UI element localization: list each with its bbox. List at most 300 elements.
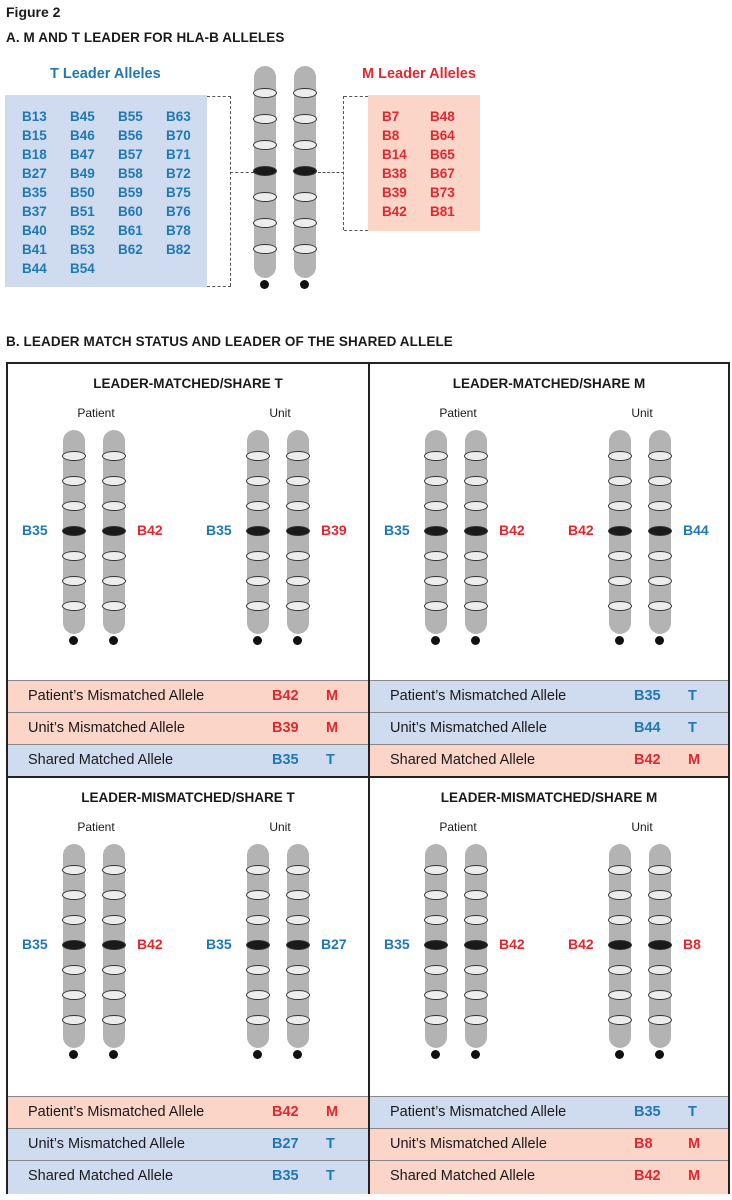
chromosome-band [102, 990, 126, 1000]
unit-label: Unit [631, 820, 653, 834]
centromere [293, 166, 317, 176]
chromosome-band [286, 865, 310, 875]
m-leader-column [430, 107, 455, 221]
chromosome-band [608, 551, 632, 561]
chromosome-band [464, 990, 488, 1000]
chromosome-band [253, 114, 277, 124]
chromosome-band [286, 476, 310, 486]
row-allele: B35 [272, 752, 299, 768]
m-leader-allele: B67 [430, 166, 455, 181]
chromosome-band [293, 192, 317, 202]
chromosome-band [286, 451, 310, 461]
allele-row [8, 712, 368, 744]
row-label: Patient’s Mismatched Allele [28, 688, 205, 704]
row-allele: B27 [272, 1136, 299, 1152]
t-bracket-vertical [230, 96, 231, 286]
t-leader-allele: B70 [166, 128, 191, 143]
unit-left-allele: B35 [206, 522, 232, 538]
section-a-title: A. M AND T LEADER FOR HLA-B ALLELES [6, 30, 285, 45]
chromosome-band [293, 114, 317, 124]
chromosome-band [648, 1015, 672, 1025]
chromosome-band [102, 551, 126, 561]
allele-row [8, 1096, 368, 1128]
row-label: Shared Matched Allele [390, 1168, 536, 1184]
unit-chromosome-right [649, 430, 671, 634]
chromosome-band [608, 451, 632, 461]
chromosome-end-dot [655, 636, 664, 645]
chromosome-a-left [254, 66, 276, 278]
patient-left-allele: B35 [384, 936, 410, 952]
chromosome-band [246, 1015, 270, 1025]
t-bracket-bottom [207, 286, 231, 287]
t-leader-allele: B35 [22, 185, 47, 200]
t-leader-allele: B56 [118, 128, 143, 143]
chromosome-band [464, 1015, 488, 1025]
chromosome-end-dot [471, 1050, 480, 1059]
patient-label: Patient [77, 820, 115, 834]
chromosome-band [648, 865, 672, 875]
t-leader-allele: B13 [22, 109, 47, 124]
chromosome-band [246, 865, 270, 875]
row-allele: B35 [634, 688, 661, 704]
row-label: Patient’s Mismatched Allele [390, 688, 567, 704]
chromosome-band [648, 965, 672, 975]
unit-chromosome-right [287, 430, 309, 634]
unit-label: Unit [269, 820, 291, 834]
chromosome-band [62, 476, 86, 486]
chromosome-end-dot [615, 636, 624, 645]
t-leader-allele: B49 [70, 166, 95, 181]
chromosome-band [62, 865, 86, 875]
centromere [286, 940, 310, 950]
chromosome-end-dot [109, 1050, 118, 1059]
m-leader-allele: B42 [382, 204, 407, 219]
chromosome-end-dot [253, 1050, 262, 1059]
chromosome-end-dot [655, 1050, 664, 1059]
chromosome-band [102, 451, 126, 461]
patient-left-allele: B35 [22, 936, 48, 952]
chromosome-band [424, 601, 448, 611]
t-leader-allele: B78 [166, 223, 191, 238]
patient-chromosome-right [103, 430, 125, 634]
row-allele: B39 [272, 720, 299, 736]
chromosome-band [608, 865, 632, 875]
row-label: Unit’s Mismatched Allele [390, 720, 547, 736]
chromosome-band [102, 1015, 126, 1025]
chromosome-a-right [294, 66, 316, 278]
centromere [62, 940, 86, 950]
chromosome-band [293, 88, 317, 98]
centromere [608, 940, 632, 950]
panel-title: LEADER-MISMATCHED/SHARE T [81, 790, 295, 805]
t-leader-allele: B46 [70, 128, 95, 143]
chromosome-band [102, 576, 126, 586]
chromosome-band [648, 476, 672, 486]
m-leader-allele: B64 [430, 128, 455, 143]
row-label: Patient’s Mismatched Allele [28, 1104, 205, 1120]
chromosome-end-dot [615, 1050, 624, 1059]
t-leader-allele: B37 [22, 204, 47, 219]
chromosome-band [62, 501, 86, 511]
centromere [648, 526, 672, 536]
chromosome-band [648, 601, 672, 611]
row-leader: M [688, 1168, 701, 1184]
t-leader-allele: B54 [70, 261, 95, 276]
m-leader-allele: B73 [430, 185, 455, 200]
chromosome-band [464, 476, 488, 486]
chromosome-band [608, 1015, 632, 1025]
row-label: Shared Matched Allele [28, 1168, 174, 1184]
chromosome-band [102, 965, 126, 975]
chromosome-band [293, 218, 317, 228]
chromosome-band [608, 915, 632, 925]
chromosome-band [464, 451, 488, 461]
allele-row [370, 744, 728, 778]
chromosome-band [62, 890, 86, 900]
allele-row [370, 1160, 728, 1194]
chromosome-band [608, 890, 632, 900]
t-leader-allele: B45 [70, 109, 95, 124]
m-leader-allele: B39 [382, 185, 407, 200]
row-allele: B44 [634, 720, 661, 736]
t-leader-allele: B59 [118, 185, 143, 200]
centromere [608, 526, 632, 536]
chromosome-band [102, 501, 126, 511]
m-leader-allele: B14 [382, 147, 407, 162]
chromosome-band [253, 140, 277, 150]
figure-title: Figure 2 [6, 4, 61, 20]
t-leader-allele: B53 [70, 242, 95, 257]
row-label: Patient’s Mismatched Allele [390, 1104, 567, 1120]
row-leader: T [326, 752, 335, 768]
leader-panel [368, 776, 730, 1194]
centromere [424, 940, 448, 950]
chromosome-band [608, 501, 632, 511]
panel-title: LEADER-MISMATCHED/SHARE M [440, 790, 658, 805]
t-bracket-connector [230, 172, 254, 173]
chromosome-band [286, 576, 310, 586]
chromosome-end-dot [253, 636, 262, 645]
t-leader-allele: B63 [166, 109, 191, 124]
t-leader-allele: B15 [22, 128, 47, 143]
patient-chromosome-left [425, 430, 447, 634]
chromosome-band [246, 451, 270, 461]
allele-row [370, 680, 728, 712]
row-label: Unit’s Mismatched Allele [390, 1136, 547, 1152]
m-leader-allele: B65 [430, 147, 455, 162]
chromosome-band [62, 601, 86, 611]
chromosome-band [286, 990, 310, 1000]
patient-chromosome-left [63, 844, 85, 1048]
chromosome-band [62, 990, 86, 1000]
row-allele: B42 [634, 1168, 661, 1184]
chromosome-end-dot [293, 1050, 302, 1059]
row-allele: B42 [272, 688, 299, 704]
chromosome-band [253, 192, 277, 202]
patient-left-allele: B35 [22, 522, 48, 538]
chromosome-band [464, 576, 488, 586]
chromosome-band [286, 915, 310, 925]
unit-label: Unit [631, 406, 653, 420]
chromosome-end-dot [293, 636, 302, 645]
unit-right-allele: B8 [683, 936, 701, 952]
chromosome-band [464, 501, 488, 511]
chromosome-band [286, 501, 310, 511]
t-leader-allele: B52 [70, 223, 95, 238]
chromosome-band [293, 140, 317, 150]
allele-row [8, 1128, 368, 1160]
unit-chromosome-left [247, 430, 269, 634]
centromere [246, 940, 270, 950]
leader-panel [368, 362, 730, 778]
allele-row [370, 1096, 728, 1128]
row-leader: T [326, 1168, 335, 1184]
chromosome-end-dot [69, 1050, 78, 1059]
centromere [253, 166, 277, 176]
chromosome-end-dot [109, 636, 118, 645]
m-bracket-bottom [344, 230, 368, 231]
row-leader: T [326, 1136, 335, 1152]
patient-label: Patient [439, 406, 477, 420]
row-label: Shared Matched Allele [28, 752, 174, 768]
chromosome-band [286, 1015, 310, 1025]
chromosome-band [62, 1015, 86, 1025]
patient-label: Patient [439, 820, 477, 834]
patient-right-allele: B42 [137, 936, 163, 952]
chromosome-band [464, 965, 488, 975]
m-leader-allele: B7 [382, 109, 400, 124]
chromosome-band [293, 244, 317, 254]
chromosome-band [608, 965, 632, 975]
unit-right-allele: B39 [321, 522, 347, 538]
chromosome-band [62, 915, 86, 925]
t-leader-title: T Leader Alleles [50, 66, 161, 82]
chromosome-band [608, 476, 632, 486]
centromere [464, 940, 488, 950]
m-bracket-connector [318, 172, 344, 173]
m-leader-title: M Leader Alleles [362, 66, 476, 82]
row-allele: B42 [634, 752, 661, 768]
t-leader-allele: B75 [166, 185, 191, 200]
row-label: Unit’s Mismatched Allele [28, 720, 185, 736]
t-leader-allele: B50 [70, 185, 95, 200]
chromosome-band [62, 965, 86, 975]
chromosome-band [648, 551, 672, 561]
chromosome-band [464, 915, 488, 925]
t-leader-allele: B82 [166, 242, 191, 257]
row-allele: B35 [272, 1168, 299, 1184]
t-leader-allele: B61 [118, 223, 143, 238]
m-leader-allele: B38 [382, 166, 407, 181]
unit-chromosome-left [609, 844, 631, 1048]
t-leader-allele: B27 [22, 166, 47, 181]
unit-chromosome-right [649, 844, 671, 1048]
chromosome-band [102, 476, 126, 486]
patient-chromosome-left [425, 844, 447, 1048]
chromosome-band [253, 218, 277, 228]
row-leader: M [688, 1136, 701, 1152]
row-allele: B42 [272, 1104, 299, 1120]
chromosome-end-dot [431, 1050, 440, 1059]
panel-title: LEADER-MATCHED/SHARE T [93, 376, 283, 391]
m-leader-column [382, 107, 407, 221]
unit-right-allele: B27 [321, 936, 347, 952]
row-leader: M [326, 720, 339, 736]
chromosome-band [102, 601, 126, 611]
patient-chromosome-right [465, 430, 487, 634]
chromosome-band [286, 890, 310, 900]
panel-title: LEADER-MATCHED/SHARE M [452, 376, 646, 391]
chromosome-band [246, 990, 270, 1000]
chromosome-end-dot [471, 636, 480, 645]
row-leader: T [688, 688, 697, 704]
chromosome-band [608, 601, 632, 611]
t-leader-column [22, 107, 47, 278]
chromosome-band [62, 576, 86, 586]
m-leader-allele: B48 [430, 109, 455, 124]
unit-chromosome-right [287, 844, 309, 1048]
chromosome-band [648, 990, 672, 1000]
chromosome-band [102, 865, 126, 875]
chromosome-band [102, 915, 126, 925]
patient-label: Patient [77, 406, 115, 420]
patient-chromosome-right [465, 844, 487, 1048]
row-allele: B35 [634, 1104, 661, 1120]
chromosome-band [464, 890, 488, 900]
chromosome-end-dot [69, 636, 78, 645]
chromosome-band [246, 915, 270, 925]
centromere [102, 940, 126, 950]
patient-chromosome-right [103, 844, 125, 1048]
t-leader-column [70, 107, 95, 278]
centromere [424, 526, 448, 536]
chromosome-band [62, 551, 86, 561]
chromosome-band [424, 451, 448, 461]
t-bracket-top [207, 96, 231, 97]
chromosome-band [62, 451, 86, 461]
chromosome-band [286, 601, 310, 611]
chromosome-band [648, 501, 672, 511]
patient-left-allele: B35 [384, 522, 410, 538]
m-bracket-vertical [343, 96, 344, 230]
t-leader-allele: B58 [118, 166, 143, 181]
row-leader: M [688, 752, 701, 768]
chromosome-band [424, 576, 448, 586]
m-bracket-top [344, 96, 368, 97]
chromosome-band [246, 576, 270, 586]
chromosome-band [253, 244, 277, 254]
m-leader-allele: B81 [430, 204, 455, 219]
chromosome-band [648, 576, 672, 586]
chromosome-band [424, 915, 448, 925]
row-label: Shared Matched Allele [390, 752, 536, 768]
chromosome-end-dot [260, 280, 269, 289]
t-leader-allele: B55 [118, 109, 143, 124]
t-leader-allele: B18 [22, 147, 47, 162]
centromere [246, 526, 270, 536]
leader-panel [6, 776, 370, 1194]
t-leader-allele: B51 [70, 204, 95, 219]
patient-right-allele: B42 [137, 522, 163, 538]
t-leader-allele: B40 [22, 223, 47, 238]
centromere [464, 526, 488, 536]
chromosome-band [253, 88, 277, 98]
chromosome-band [464, 865, 488, 875]
chromosome-band [286, 965, 310, 975]
unit-right-allele: B44 [683, 522, 709, 538]
chromosome-band [246, 965, 270, 975]
row-leader: M [326, 1104, 339, 1120]
chromosome-band [286, 551, 310, 561]
chromosome-end-dot [431, 636, 440, 645]
chromosome-band [424, 501, 448, 511]
chromosome-band [246, 501, 270, 511]
patient-right-allele: B42 [499, 936, 525, 952]
chromosome-band [608, 990, 632, 1000]
row-leader: T [688, 720, 697, 736]
t-leader-allele: B71 [166, 147, 191, 162]
row-allele: B8 [634, 1136, 653, 1152]
chromosome-band [608, 576, 632, 586]
unit-left-allele: B42 [568, 936, 594, 952]
t-leader-allele: B60 [118, 204, 143, 219]
patient-right-allele: B42 [499, 522, 525, 538]
chromosome-band [246, 551, 270, 561]
centromere [102, 526, 126, 536]
row-leader: M [326, 688, 339, 704]
t-leader-allele: B41 [22, 242, 47, 257]
chromosome-band [246, 476, 270, 486]
t-leader-column [166, 107, 191, 259]
row-label: Unit’s Mismatched Allele [28, 1136, 185, 1152]
row-leader: T [688, 1104, 697, 1120]
unit-left-allele: B35 [206, 936, 232, 952]
chromosome-band [424, 476, 448, 486]
t-leader-allele: B47 [70, 147, 95, 162]
m-leader-allele: B8 [382, 128, 400, 143]
chromosome-band [648, 915, 672, 925]
chromosome-band [424, 965, 448, 975]
allele-row [8, 744, 368, 778]
leader-panel [6, 362, 370, 778]
chromosome-band [424, 990, 448, 1000]
chromosome-band [424, 551, 448, 561]
unit-chromosome-left [247, 844, 269, 1048]
unit-chromosome-left [609, 430, 631, 634]
chromosome-band [648, 451, 672, 461]
centromere [648, 940, 672, 950]
chromosome-band [464, 551, 488, 561]
centromere [62, 526, 86, 536]
chromosome-band [102, 890, 126, 900]
chromosome-band [246, 890, 270, 900]
t-leader-allele: B44 [22, 261, 47, 276]
section-b-title: B. LEADER MATCH STATUS AND LEADER OF THE SHARED ALLELE [6, 334, 453, 349]
t-leader-allele: B62 [118, 242, 143, 257]
allele-row [8, 1160, 368, 1194]
centromere [286, 526, 310, 536]
t-leader-column [118, 107, 143, 259]
allele-row [8, 680, 368, 712]
patient-chromosome-left [63, 430, 85, 634]
allele-row [370, 1128, 728, 1160]
chromosome-band [246, 601, 270, 611]
t-leader-allele: B57 [118, 147, 143, 162]
chromosome-band [424, 1015, 448, 1025]
chromosome-band [424, 865, 448, 875]
t-leader-allele: B72 [166, 166, 191, 181]
unit-label: Unit [269, 406, 291, 420]
